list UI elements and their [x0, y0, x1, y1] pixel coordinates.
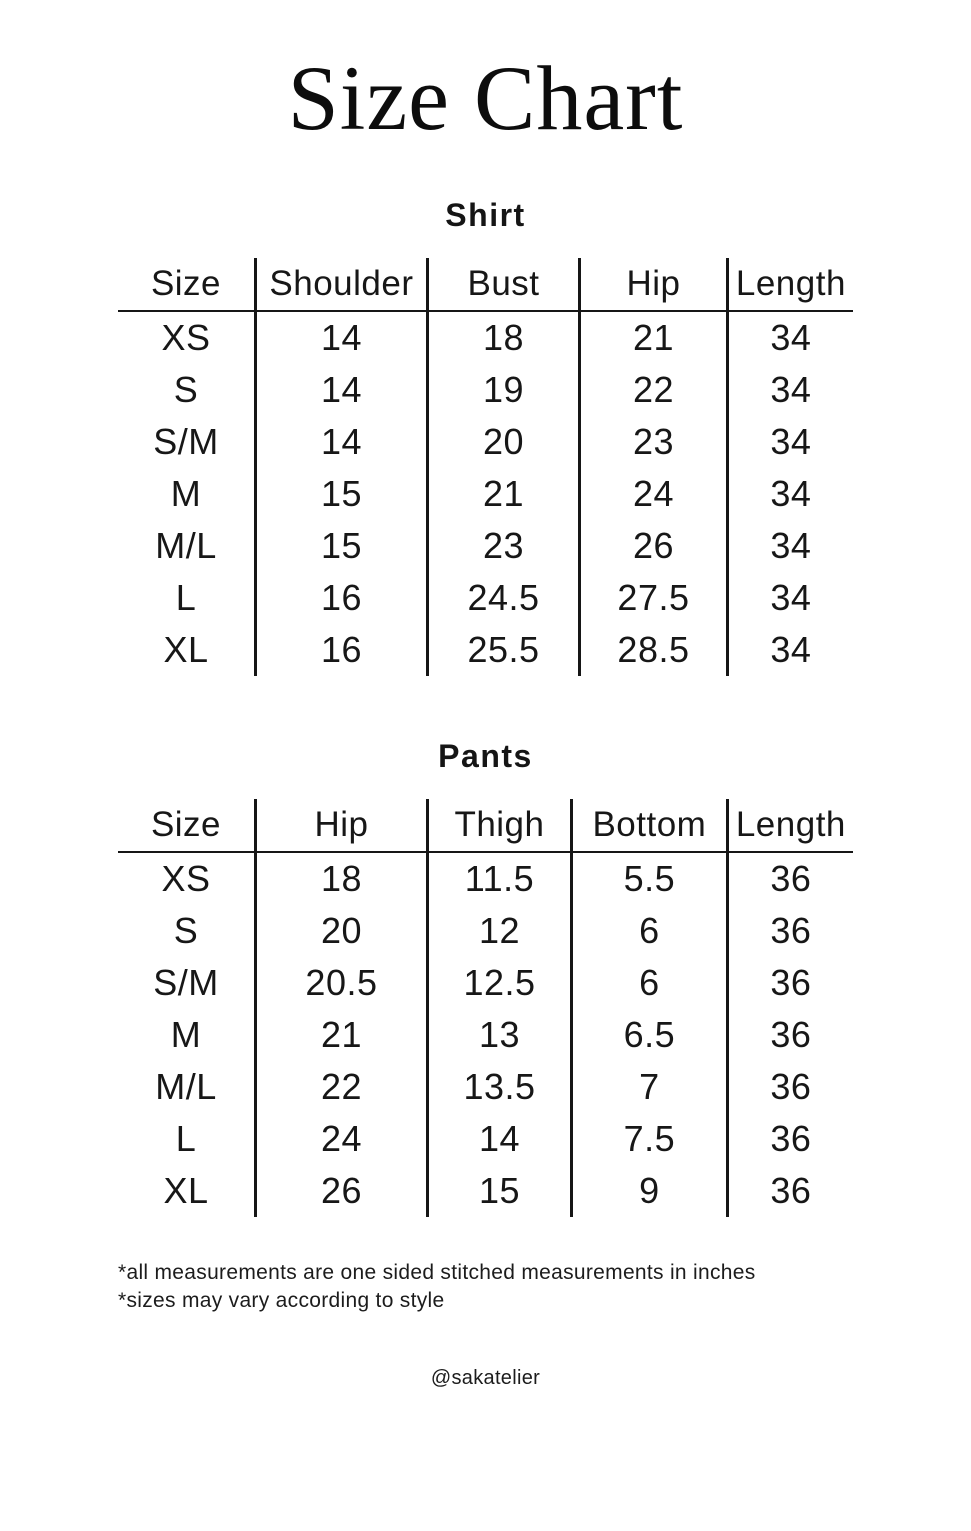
- measurement-cell: 15: [254, 520, 426, 572]
- footnotes: [118, 1259, 853, 1316]
- measurement-cell: 36: [726, 1165, 853, 1217]
- pants-size-table: [118, 799, 853, 1217]
- column-header-size: Size: [118, 799, 254, 853]
- page-title: Size Chart: [287, 47, 684, 149]
- measurement-cell: 6: [570, 905, 726, 957]
- measurement-cell: 20.5: [254, 957, 426, 1009]
- measurement-cell: 26: [578, 520, 726, 572]
- size-label-cell: S/M: [153, 961, 219, 1003]
- size-label-cell: M: [170, 472, 202, 514]
- size-chart-page: [0, 47, 971, 1531]
- measurement-cell: 34: [726, 364, 853, 416]
- column-header-bottom: Bottom: [570, 799, 726, 853]
- measurement-cell: 11.5: [426, 853, 570, 905]
- size-label-cell: M: [170, 1013, 202, 1055]
- measurement-cell: 34: [726, 468, 853, 520]
- column-header-bust: Bust: [426, 258, 578, 312]
- measurement-cell: 6.5: [570, 1009, 726, 1061]
- measurement-cell: 13.5: [426, 1061, 570, 1113]
- size-label-cell: L: [175, 1117, 197, 1159]
- size-label-cell: M/L: [155, 524, 217, 566]
- measurement-cell: 20: [254, 905, 426, 957]
- measurement-cell: 34: [726, 572, 853, 624]
- measurement-cell: 21: [254, 1009, 426, 1061]
- measurement-cell: 16: [254, 572, 426, 624]
- measurement-cell: 25.5: [426, 624, 578, 676]
- pants-section-title: Pants: [438, 737, 533, 774]
- measurement-cell: 14: [254, 364, 426, 416]
- measurement-cell: 36: [726, 1009, 853, 1061]
- column-header-length: Length: [726, 258, 853, 312]
- measurement-cell: 24: [578, 468, 726, 520]
- size-label-cell: XL: [163, 628, 209, 670]
- measurement-cell: 18: [426, 312, 578, 364]
- column-header-thigh: Thigh: [426, 799, 570, 853]
- size-label-cell: XS: [161, 857, 211, 899]
- measurement-cell: 34: [726, 416, 853, 468]
- size-label-cell: XS: [161, 316, 211, 358]
- measurement-cell: 34: [726, 520, 853, 572]
- measurement-cell: 36: [726, 853, 853, 905]
- measurement-cell: 6: [570, 957, 726, 1009]
- size-label-cell: M/L: [155, 1065, 217, 1107]
- column-header-shoulder: Shoulder: [254, 258, 426, 312]
- footnote-measurements: *all measurements are one sided stitched measurements in inches: [118, 1260, 756, 1284]
- measurement-cell: 15: [254, 468, 426, 520]
- measurement-cell: 36: [726, 905, 853, 957]
- measurement-cell: 24: [254, 1113, 426, 1165]
- footnote-size-variance: *sizes may vary according to style: [118, 1288, 445, 1312]
- measurement-cell: 24.5: [426, 572, 578, 624]
- measurement-cell: 5.5: [570, 853, 726, 905]
- column-header-hip: Hip: [578, 258, 726, 312]
- shirt-section-title: Shirt: [445, 196, 526, 233]
- measurement-cell: 12.5: [426, 957, 570, 1009]
- size-label-cell: S: [173, 368, 199, 410]
- measurement-cell: 26: [254, 1165, 426, 1217]
- measurement-cell: 22: [578, 364, 726, 416]
- column-header-length: Length: [726, 799, 853, 853]
- social-handle: @sakatelier: [430, 1367, 541, 1390]
- measurement-cell: 36: [726, 1061, 853, 1113]
- measurement-cell: 18: [254, 853, 426, 905]
- measurement-cell: 7.5: [570, 1113, 726, 1165]
- measurement-cell: 13: [426, 1009, 570, 1061]
- measurement-cell: 27.5: [578, 572, 726, 624]
- measurement-cell: 34: [726, 624, 853, 676]
- measurement-cell: 16: [254, 624, 426, 676]
- measurement-cell: 22: [254, 1061, 426, 1113]
- column-header-hip: Hip: [254, 799, 426, 853]
- measurement-cell: 9: [570, 1165, 726, 1217]
- measurement-cell: 20: [426, 416, 578, 468]
- measurement-cell: 36: [726, 957, 853, 1009]
- measurement-cell: 21: [426, 468, 578, 520]
- measurement-cell: 23: [578, 416, 726, 468]
- size-label-cell: L: [175, 576, 197, 618]
- measurement-cell: 36: [726, 1113, 853, 1165]
- size-label-cell: XL: [163, 1169, 209, 1211]
- measurement-cell: 21: [578, 312, 726, 364]
- measurement-cell: 7: [570, 1061, 726, 1113]
- size-label-cell: S: [173, 909, 199, 951]
- measurement-cell: 19: [426, 364, 578, 416]
- measurement-cell: 28.5: [578, 624, 726, 676]
- shirt-size-table: [118, 258, 853, 676]
- measurement-cell: 34: [726, 312, 853, 364]
- measurement-cell: 14: [426, 1113, 570, 1165]
- measurement-cell: 23: [426, 520, 578, 572]
- measurement-cell: 12: [426, 905, 570, 957]
- measurement-cell: 15: [426, 1165, 570, 1217]
- measurement-cell: 14: [254, 416, 426, 468]
- size-label-cell: S/M: [153, 420, 219, 462]
- column-header-size: Size: [118, 258, 254, 312]
- measurement-cell: 14: [254, 312, 426, 364]
